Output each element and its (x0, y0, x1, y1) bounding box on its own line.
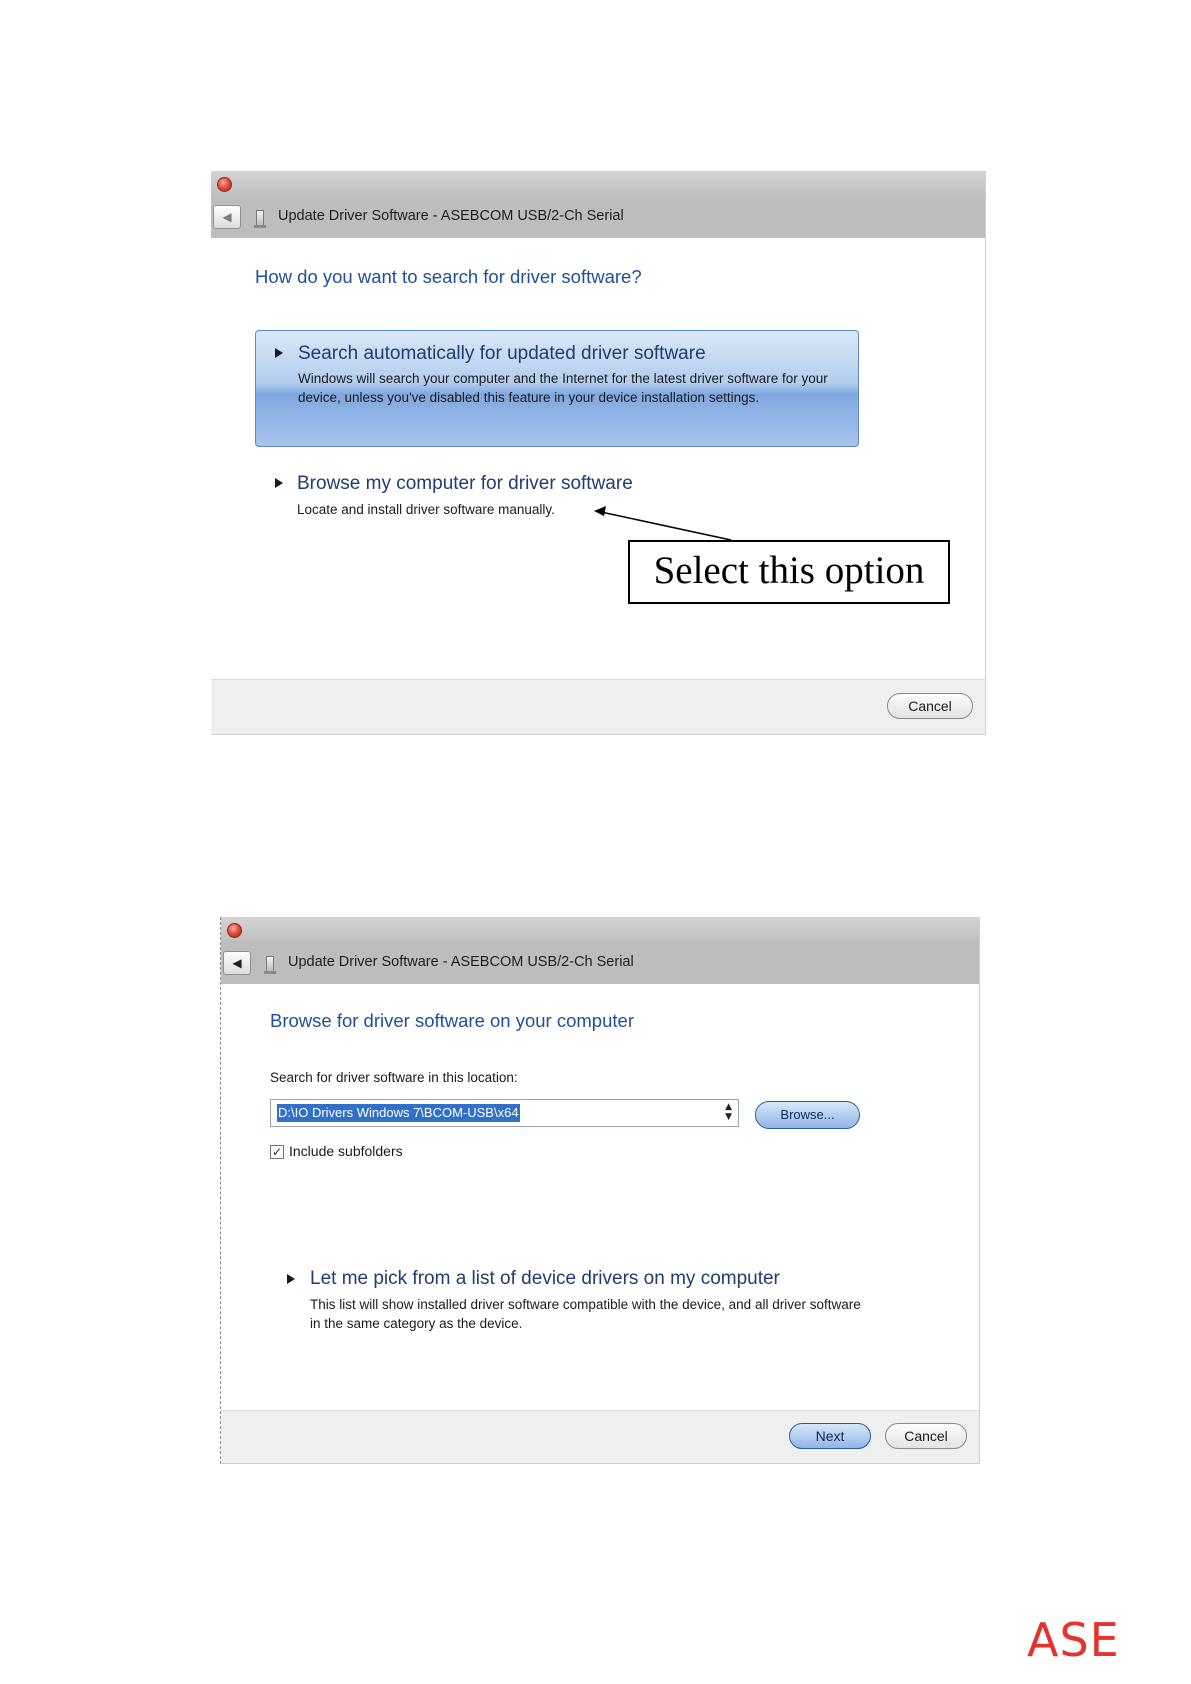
include-subfolders-checkbox[interactable]: ✓ (271, 1145, 283, 1159)
option-description: Windows will search your computer and the Internet for the latest driver software for your device, unless you've disabled this feature in your device installation settings. (298, 371, 828, 405)
search-automatically-option[interactable] (255, 330, 859, 447)
pick-option-description: This list will show installed driver software compatible with the device, and all driver software in the same category as the device. (310, 1297, 861, 1331)
include-subfolders-label[interactable]: Include subfolders (289, 1143, 403, 1159)
dialog-footer (221, 1410, 979, 1463)
window-title: Update Driver Software - ASEBCOM USB/2-Ch Serial (278, 208, 624, 224)
window-title: Update Driver Software - ASEBCOM USB/2-Ch Serial (288, 954, 634, 970)
window-navbar (221, 944, 979, 984)
triangle-right-icon (287, 1274, 295, 1284)
dialog-footer (211, 679, 985, 734)
cancel-button[interactable]: Cancel (887, 693, 973, 719)
next-button[interactable]: Next (789, 1423, 871, 1449)
close-icon[interactable] (227, 923, 242, 938)
usb-device-icon (266, 956, 274, 972)
driver-path-input[interactable] (270, 1099, 739, 1127)
browse-my-computer-option[interactable]: Browse my computer for driver software (297, 473, 633, 494)
page-heading: How do you want to search for driver software? (255, 266, 642, 287)
pick-from-list-option[interactable]: Let me pick from a list of device drivers on my computer (310, 1268, 780, 1289)
callout-select-this-option: Select this option (628, 540, 950, 604)
window-titlebar (211, 171, 985, 199)
triangle-right-icon (275, 478, 283, 488)
combo-dropdown-icon[interactable]: ▲ ▼ (725, 1102, 732, 1122)
ase-logo: ASE (1027, 1613, 1120, 1667)
triangle-right-icon (275, 348, 283, 358)
window-titlebar (221, 917, 979, 945)
option-title: Search automatically for updated driver software (298, 343, 706, 364)
back-arrow-icon[interactable]: ◀ (213, 205, 241, 229)
driver-path-value[interactable]: D:\IO Drivers Windows 7\BCOM-USB\x64 (278, 1105, 519, 1120)
back-arrow-icon[interactable]: ◀ (223, 951, 251, 975)
browse-option-description: Locate and install driver software manually. (297, 502, 555, 517)
close-icon[interactable] (217, 177, 232, 192)
update-driver-dialog-browse (220, 917, 980, 1464)
callout-arrow (211, 171, 986, 735)
browse-button[interactable]: Browse... (755, 1101, 860, 1129)
cancel-button[interactable]: Cancel (885, 1423, 967, 1449)
update-driver-dialog-search-choice (211, 171, 986, 735)
window-navbar (211, 198, 985, 238)
page-heading: Browse for driver software on your computer (270, 1010, 634, 1031)
usb-device-icon (256, 210, 264, 226)
search-location-label: Search for driver software in this location: (270, 1070, 518, 1085)
